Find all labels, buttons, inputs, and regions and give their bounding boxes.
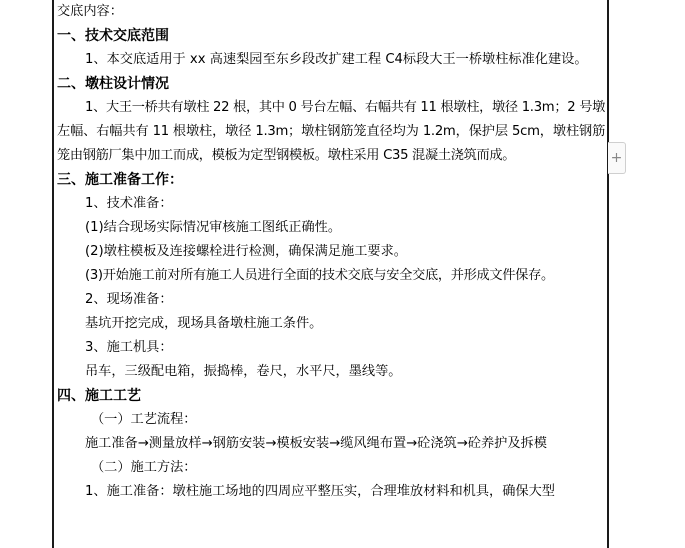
machinery-heading: 3、施工机具： xyxy=(85,340,173,355)
section-1-paragraph: 1、本交底适用于 xx 高速梨园至东乡段改扩建工程 C4标段大王一桥墩柱标准化建设。 xyxy=(85,52,588,67)
table-right-border xyxy=(607,0,609,548)
construction-method-heading: （二）施工方法： xyxy=(91,460,197,475)
section-1-title: 一、技术交底范围 xyxy=(57,28,169,44)
section-3-title: 三、施工准备工作： xyxy=(57,172,183,188)
tech-prep-heading: 1、技术准备： xyxy=(85,196,173,211)
tech-prep-item-2: (2)墩柱模板及连接螺栓进行检测，确保满足施工要求。 xyxy=(85,244,407,259)
section-2-title: 二、墩柱设计情况 xyxy=(57,76,169,92)
machinery-item-1: 吊车，三级配电箱，振捣棒，卷尺，水平尺，墨线等。 xyxy=(85,364,402,379)
construction-method-item-1: 1、施工准备：墩柱施工场地的四周应平整压实，合理堆放材料和机具，确保大型 xyxy=(85,484,555,499)
site-prep-item-1: 基坑开挖完成，现场具备墩柱施工条件。 xyxy=(85,316,323,331)
tech-prep-item-1: (1)结合现场实际情况审核施工图纸正确性。 xyxy=(85,220,342,235)
document-body xyxy=(57,0,605,504)
content-header: 交底内容： xyxy=(57,4,123,19)
site-prep-heading: 2、现场准备： xyxy=(85,292,173,307)
table-left-border xyxy=(52,0,54,548)
tech-prep-item-3: (3)开始施工前对所有施工人员进行全面的技术交底与安全交底，并形成文件保存。 xyxy=(85,268,554,283)
section-4-title: 四、施工工艺 xyxy=(57,388,141,404)
section-2-paragraph: 1、大王一桥共有墩柱 22 根，其中 0 号台左幅、右幅共有 11 根墩柱，墩径 1.3m；2 号墩左幅、右幅共有 11 根墩柱，墩径 1.3m；墩柱钢筋笼直径均为 1.2m，保护层 5cm，墩柱钢筋笼由钢筋厂集中加工而成，模板为定型钢模板。墩柱采用 C35 混凝土浇筑而成。 xyxy=(57,100,605,163)
add-row-button[interactable]: + xyxy=(608,142,626,174)
process-flow-text: 施工准备→测量放样→钢筋安装→模板安装→缆风绳布置→砼浇筑→砼养护及拆模 xyxy=(85,436,547,451)
process-flow-heading: （一）工艺流程： xyxy=(91,412,197,427)
